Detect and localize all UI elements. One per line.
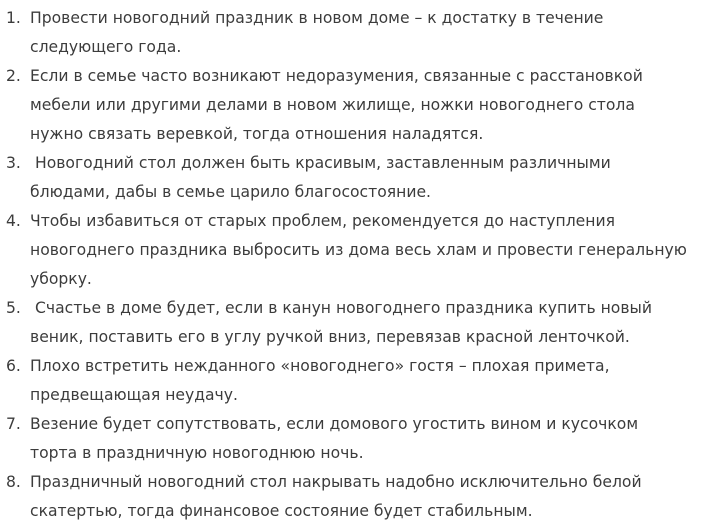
omens-list: [6, 4, 689, 526]
item-text: Счастье в доме будет, если в канун новогоднего праздника купить новый веник, поставить его в углу ручкой вниз, перевязав красной ленточкой.: [30, 299, 657, 346]
list-item: [6, 352, 689, 410]
item-number: 4.: [6, 212, 21, 230]
item-number: 5.: [6, 299, 21, 317]
item-text: Чтобы избавиться от старых проблем, рекомендуется до наступления новогоднего праздника выбросить из дома весь хлам и провести генеральную уборку.: [30, 212, 687, 288]
item-text: Провести новогодний праздник в новом доме – к достатку в течение следующего года.: [30, 9, 604, 56]
item-text: Плохо встретить нежданного «новогоднего» гостя – плохая примета, предвещающая неудачу.: [30, 357, 610, 404]
item-text: Новогодний стол должен быть красивым, заставленным различными блюдами, дабы в семье царило благосостояние.: [30, 154, 616, 201]
list-item: [6, 294, 689, 352]
item-text: Праздничный новогодний стол накрывать надобно исключительно белой скатертью, тогда финансовое состояние будет стабильным.: [30, 473, 642, 520]
item-number: 8.: [6, 473, 21, 491]
item-text: Если в семье часто возникают недоразумения, связанные с расстановкой мебели или другими делами в новом жилище, ножки новогоднего стола нужно связать веревкой, тогда отношения наладятся.: [30, 67, 643, 143]
item-number: 3.: [6, 154, 21, 172]
item-text: Везение будет сопутствовать, если домового угостить вином и кусочком торта в праздничную новогоднюю ночь.: [30, 415, 639, 462]
list-item: [6, 207, 689, 294]
item-number: 2.: [6, 67, 21, 85]
list-item: [6, 410, 689, 468]
item-number: 6.: [6, 357, 21, 375]
list-item: [6, 149, 689, 207]
list-item: [6, 62, 689, 149]
item-number: 7.: [6, 415, 21, 433]
list-item: [6, 468, 689, 526]
item-number: 1.: [6, 9, 21, 27]
list-item: [6, 4, 689, 62]
